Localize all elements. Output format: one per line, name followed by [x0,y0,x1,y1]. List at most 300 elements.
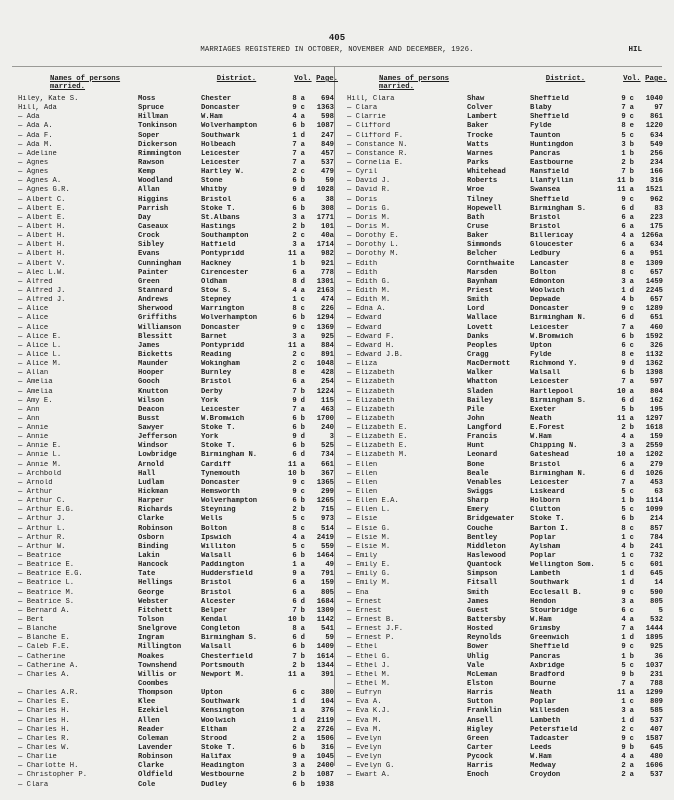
table-row [347,214,667,223]
volume-part: c [300,323,305,332]
page-ref: 1309 [316,606,334,615]
page-ref: 657 [650,296,663,305]
district: Sheffield [530,643,569,652]
volume [279,433,305,442]
spouse-surname: Dickerson [138,140,177,149]
page-ref: 925 [321,332,334,341]
district: Stoke T. [530,515,565,524]
page-ref: 97 [654,104,663,113]
person-name: — Eufryn [347,689,382,698]
person-name: — Edward [347,314,382,323]
page-ref: 1592 [645,332,663,341]
person-name: — Ernest [347,606,382,615]
table-row [18,214,338,223]
spouse-surname: Hickman [138,488,169,497]
table-row [18,278,338,287]
spouse-surname: Kemp [138,168,156,177]
table-row [18,205,338,214]
page-ref: 1369 [316,323,334,332]
volume-number: 5 [292,542,297,551]
table-row [347,397,667,406]
person-name: — Emily [347,552,378,561]
person-name: — Dorothy L. [347,241,399,250]
spouse-surname: Lord [467,305,485,314]
table-row [18,369,338,378]
district: W.Ham [201,113,223,122]
table-row [18,689,338,698]
person-name: — Albert C. [18,195,66,204]
volume-number: 2 [621,158,626,167]
volume-part: b [300,780,305,789]
volume-number: 9 [621,113,626,122]
page-ref: 1224 [316,387,334,396]
page-ref: 1114 [645,497,663,506]
volume [279,278,305,287]
table-row [18,177,338,186]
spouse-surname: Tolson [138,616,164,625]
page-ref: 1087 [316,771,334,780]
volume [279,561,305,570]
spouse-surname: Klee [138,698,156,707]
volume [608,360,634,369]
district: Burnley [201,369,232,378]
volume [279,113,305,122]
volume-number: 6 [292,195,297,204]
district: Barton I. [530,524,569,533]
volume-number: 7 [292,140,297,149]
page-ref: 634 [650,131,663,140]
table-row [347,168,667,177]
volume [279,223,305,232]
volume [608,406,634,415]
volume-number: 7 [292,652,297,661]
page-ref: 1045 [316,753,334,762]
volume-number: 6 [621,241,626,250]
table-row [18,515,338,524]
volume-part: a [629,232,634,241]
district: Bristol [201,378,232,387]
volume-number: 2 [292,506,297,515]
volume-number: 11 [288,341,297,350]
page-ref: 645 [650,570,663,579]
volume-part: b [629,168,634,177]
volume-part: a [629,442,634,451]
volume-number: 6 [292,643,297,652]
volume-number: 5 [621,131,626,140]
page-ref: 159 [321,579,334,588]
page-ref: 479 [321,168,334,177]
table-row [347,707,667,716]
volume-number: 9 [621,743,626,752]
volume-part: a [629,104,634,113]
page-ref: 175 [650,222,663,231]
spouse-surname: Roberts [467,177,498,186]
table-row [18,141,338,150]
district: Sheffield [530,95,569,103]
person-name: — Beatrice E.G. [18,570,83,579]
page-ref: 2419 [316,533,334,542]
volume-number: 2 [621,762,626,771]
page-ref: 316 [321,743,334,752]
volume-part: b [629,743,634,752]
page-ref: 1299 [645,689,663,698]
volume-number: 9 [621,305,626,314]
person-name: — Alec L.W. [18,268,66,277]
person-name: — Ada [18,113,40,122]
volume-number: 6 [292,743,297,752]
spouse-surname: Moss [138,95,156,103]
table-row [347,122,667,131]
person-name: — Ellen [347,478,378,487]
volume [279,762,305,771]
volume-part: a [300,213,305,222]
page-ref: 166 [650,168,663,177]
volume [279,451,305,460]
volume [279,150,305,159]
district: Leicester [201,149,240,158]
district: Stoke T. [201,424,236,433]
person-name: — Arthur L. [18,524,66,533]
district: Pontypridd [201,250,245,259]
page-ref: 962 [650,195,663,204]
table-row [18,378,338,387]
volume-part: a [629,597,634,606]
person-name: — Elizabeth [347,369,395,378]
volume [608,625,634,634]
page-ref: 661 [321,460,334,469]
spouse-surname: Couche [467,524,493,533]
table-row [347,415,667,424]
volume-part: b [629,296,634,305]
person-name: — Charles A.R. [18,689,79,698]
district: Depwade [530,296,561,305]
volume-number: 4 [621,753,626,762]
district: Leicester [530,478,569,487]
person-name: — Beatrice E. [18,561,75,570]
district: Poplar [530,698,556,707]
table-row [18,662,338,671]
volume [608,579,634,588]
table-row [347,296,667,305]
volume-part: c [300,232,305,241]
district: Steyning [201,506,236,515]
spouse-surname: Blessitt [138,332,173,341]
spouse-surname: Wallace [467,314,498,323]
volume-part: b [300,177,305,186]
table-row [18,781,338,790]
person-name: — Caleb F.E. [18,643,70,652]
volume-part: a [629,707,634,716]
table-row [347,314,667,323]
table-row [18,643,338,652]
spouse-surname: Andrews [138,296,169,305]
table-row [347,525,667,534]
district: Petersfield [530,725,578,734]
table-row [18,570,338,579]
person-name: — Charles H. [18,707,70,716]
page-ref: 925 [650,643,663,652]
spouse-surname: Cragg [467,350,489,359]
volume-number: 6 [292,579,297,588]
table-row [18,488,338,497]
person-name: — Alice [18,305,49,314]
volume [279,250,305,259]
volume [608,689,634,698]
volume-part: b [629,158,634,167]
page-ref: 1444 [645,625,663,634]
person-name: — Ena [347,588,369,597]
person-name: — Doris G. [347,204,391,213]
volume-part: c [629,95,634,103]
person-name: Hill, Clara [347,95,395,103]
page-ref: 1587 [645,734,663,743]
spouse-surname: Cole [138,780,156,789]
person-name: — Emily E. [347,561,391,570]
volume-part: b [300,643,305,652]
person-name: — Eva K.J. [347,707,391,716]
volume-part: d [300,186,305,195]
spouse-surname: Bentley [467,533,498,542]
district: Southwark [201,698,240,707]
left-rows [18,95,338,790]
page-ref: 585 [650,707,663,716]
table-row [18,771,338,780]
person-name: — Dorothy E. [347,232,399,241]
volume-number: 3 [292,332,297,341]
district: Gloucester [530,241,574,250]
table-row [347,223,667,232]
spouse-surname: Colver [467,104,493,113]
volume-number: 3 [292,241,297,250]
district: Doncaster [530,305,569,314]
spouse-surname: Smith [467,588,489,597]
person-name: — Bert [18,616,44,625]
page-ref: 1344 [316,661,334,670]
person-name: — Cornelia E. [347,158,404,167]
page-ref: 460 [650,323,663,332]
table-row [347,378,667,387]
table-row [18,150,338,159]
volume-number: 6 [621,222,626,231]
volume-number: 7 [292,158,297,167]
page-ref: 849 [321,140,334,149]
volume [608,168,634,177]
volume [279,781,305,790]
district: Bristol [530,213,561,222]
district: Tadcaster [530,734,569,743]
person-name: — Constance R. [347,149,408,158]
district: Holbeach [201,140,236,149]
volume [608,186,634,195]
volume-part: a [629,689,634,698]
person-name: — Alfred J. [18,286,66,295]
district: Axbridge [530,661,565,670]
table-row [18,122,338,131]
volume-number: 9 [292,396,297,405]
table-row [18,634,338,643]
spouse-surname: Reader [138,725,164,734]
spouse-surname: Spruce [138,104,164,113]
volume-part: a [629,222,634,231]
table-row [18,625,338,634]
person-name: — Elsie M. [347,542,391,551]
person-name: — Charles R. [18,734,70,743]
volume-part: b [300,442,305,451]
spouse-surname: Williamson [138,323,182,332]
person-name: — Ethel G. [347,652,391,661]
page-ref: 214 [650,515,663,524]
district: Hatfield [201,241,236,250]
spouse-surname-continued: Coombes [138,680,169,688]
table-row [347,698,667,707]
volume [608,324,634,333]
page-ref: 804 [650,387,663,396]
person-name: — Albert E. [18,213,66,222]
volume-number: 9 [292,488,297,497]
table-row [347,159,667,168]
spouse-surname: Stannard [138,286,173,295]
person-name: — Charles H. [18,716,70,725]
district: Chipping N. [530,442,578,451]
district: Paddington [201,561,245,570]
volume-number: 9 [621,95,626,103]
volume-part: a [300,140,305,149]
volume [279,296,305,305]
person-name: — Charles A. [18,670,70,679]
volume-number: 7 [621,168,626,177]
volume-number: 6 [621,369,626,378]
district: Pancras [530,652,561,661]
page-ref: 921 [321,259,334,268]
district: Aylsham [530,542,561,551]
spouse-surname: Evans [138,250,160,259]
table-row [18,397,338,406]
page-ref: 1684 [316,597,334,606]
page-ref: 884 [321,341,334,350]
district: Walsall [201,552,232,561]
table-row [18,497,338,506]
district: Stoke T. [201,204,236,213]
volume-number: 7 [292,405,297,414]
page-ref: 1895 [645,634,663,643]
volume [608,314,634,323]
page-ref: 734 [321,451,334,460]
table-row [347,735,667,744]
volume-part: a [300,570,305,579]
volume-part: c [629,725,634,734]
person-name: — Eva M. [347,716,382,725]
person-name: — Annie L. [18,451,62,460]
spouse-surname: Pile [467,405,485,414]
volume-part: e [629,350,634,359]
page-ref: 788 [650,680,663,688]
page-ref: 1521 [645,186,663,195]
volume-number: 6 [292,204,297,213]
volume-number: 6 [292,780,297,789]
person-name: — Charlotte H. [18,762,79,771]
volume-number: 8 [292,369,297,378]
person-name: — Allan [18,369,49,378]
volume [279,497,305,506]
volume [608,442,634,451]
right-column [347,75,667,781]
volume-number: 4 [621,232,626,241]
volume-part: b [300,506,305,515]
table-row [347,287,667,296]
volume-number: 9 [621,588,626,597]
district: Huddersfield [201,570,253,579]
spouse-surname: Cruse [467,222,489,231]
spouse-surname: Marsden [467,268,498,277]
spouse-surname: Ludlam [138,478,164,487]
volume [608,451,634,460]
volume-part: a [300,734,305,743]
volume-number: 1 [621,716,626,725]
volume-number: 9 [292,433,297,442]
person-name: — Blanche E. [18,634,70,643]
table-row [18,269,338,278]
volume-part: c [300,515,305,524]
page-ref: 597 [650,378,663,387]
volume-part: a [300,95,305,103]
volume-part: a [629,433,634,442]
table-row [18,698,338,707]
volume-number: 1 [292,716,297,725]
page-ref: 463 [321,405,334,414]
volume [608,250,634,259]
volume [608,342,634,351]
table-row [347,324,667,333]
table-row [347,570,667,579]
volume-number: 7 [292,606,297,615]
page-ref: 162 [650,396,663,405]
table-row [18,314,338,323]
page-ref: 1297 [645,414,663,423]
table-row [18,543,338,552]
volume-number: 1 [621,533,626,542]
person-name: — Ada F. [18,131,53,140]
district: Leeds [530,743,552,752]
table-row [18,104,338,113]
spouse-surname: Bicketts [138,350,173,359]
page-ref: 308 [321,204,334,213]
volume-number: 4 [621,433,626,442]
volume [279,643,305,652]
table-row [347,744,667,753]
table-row [347,388,667,397]
table-row [18,250,338,259]
names-header: Names of persons married. [50,75,121,91]
district: W.Bromwich [530,332,574,341]
volume [608,497,634,506]
table-row [347,662,667,671]
volume [279,625,305,634]
volume-part: b [300,259,305,268]
spouse-surname: Wroe [467,186,485,195]
page-ref: 59 [325,634,334,643]
volume-part: c [300,350,305,359]
district: Pancras [530,149,561,158]
person-name: — Eva M. [347,725,382,734]
person-name: — Evelyn [347,753,382,762]
volume-part: c [300,488,305,497]
volume [279,214,305,223]
spouse-surname: Allan [138,186,160,195]
volume-number: 5 [292,515,297,524]
volume-number: 3 [621,442,626,451]
person-name: — Charlie [18,753,57,762]
spouse-surname: James [138,341,160,350]
